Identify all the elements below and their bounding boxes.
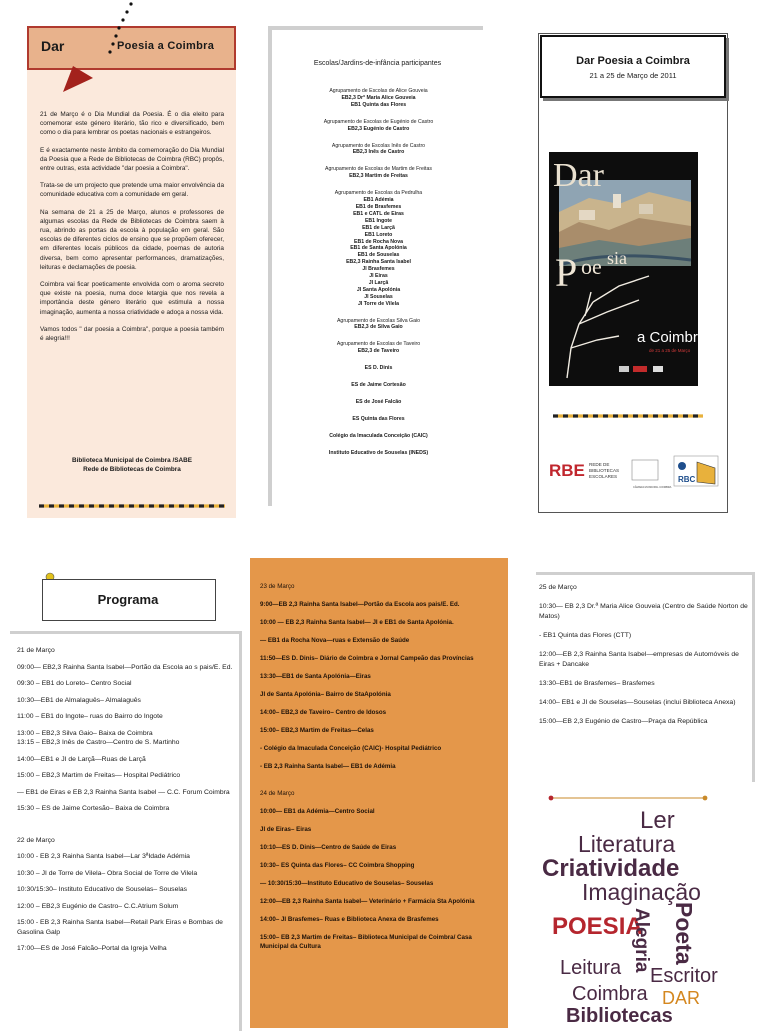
schedule-item: — EB1 da Rocha Nova—ruas e Extensão de Saúde	[260, 637, 410, 644]
cloud-word: Escritor	[650, 965, 718, 987]
intro-paragraph: E é exactamente neste âmbito da comemoração do Dia Mundial da Poesia que a Rede de Bibliotecas de Coimbra (RBC) propôs, entre outras, esta actividade "dar poesia a Coimbra".	[40, 146, 224, 173]
school-group-heading: Agrupamento de Escolas Silva Gaio	[336, 317, 421, 324]
schedule-item: 10:30 – JI de Torre de Vilela– Obra Social de Torre de Vilela	[17, 869, 198, 877]
school-item: EB1 de Brasfemes	[355, 203, 402, 210]
school-item: EB1 e CATL de Eiras	[353, 210, 404, 217]
program-panel-day-25	[536, 572, 755, 782]
schools-panel	[268, 26, 483, 506]
school-item: EB2,3 de Taveiro	[357, 348, 400, 355]
cloud-word: Imaginação	[582, 879, 701, 905]
school-item: JI Eiras	[369, 273, 388, 280]
school-item: EB1 de Rocha Nova	[353, 238, 403, 245]
school-item: EB1 Ingote	[364, 217, 393, 224]
intro-signature	[40, 456, 224, 474]
word-cloud	[540, 806, 750, 1027]
school-item: EB1 de Souselas	[357, 252, 400, 259]
school-item: JI Larçã	[368, 279, 389, 286]
program-list	[260, 582, 500, 960]
cm-logo-text: CÂMARA MUNICIPAL COIMBRA	[633, 486, 672, 489]
cm-logo	[632, 460, 658, 480]
program-panel-day-21-22	[10, 631, 242, 1031]
school-item: EB2,3 Martim de Freitas	[349, 173, 408, 180]
intro-panel	[27, 26, 236, 518]
school-item: EB1 Loreto	[364, 231, 393, 238]
poster-letters-dar: Dar	[553, 157, 604, 194]
schedule-item: 17:00—ES de José Falcão–Portal da Igreja Velha	[17, 945, 167, 952]
schedule-item: 10:30— EB 2,3 Dr.ª Maria Alice Gouveia (Centro de Saúde Norton de Matos)	[539, 603, 748, 620]
school-group	[276, 416, 481, 423]
school-item: Colégio da Imaculada Conceição (CAIC)	[329, 432, 428, 439]
school-item: ES de José Falcão	[355, 399, 402, 405]
day-items	[17, 663, 239, 814]
school-group	[276, 88, 481, 109]
intro-paragraph: Coimbra vai ficar poeticamente envolvida com o aroma secreto que existe na poesia, numa doce letargia que nos revela a importância deste género literário que estimula a nossa imaginação, aumenta a nossa criatividade e adoça a nossa vida.	[40, 281, 224, 316]
intro-title-word-dar: Dar	[41, 38, 65, 54]
schedule-item: 14:00– EB2,3 de Taveiro– Centro de Idosos	[260, 709, 387, 716]
school-item: EB1 Adémia	[363, 197, 394, 204]
schools-title: Escolas/Jardins-de-infância participantes	[313, 60, 442, 67]
schedule-item: 10:30– ES Quinta das Flores– CC Coimbra Shopping	[260, 862, 415, 869]
schools-list	[276, 88, 481, 467]
partner-logos	[549, 452, 719, 492]
day-items	[260, 600, 500, 771]
cloud-word: Coimbra	[572, 983, 648, 1005]
school-group	[276, 365, 481, 372]
schedule-item: - Colégio da Imaculada Conceição (CAIC)- Hospital Pediátrico	[260, 745, 442, 752]
cover-panel	[538, 33, 728, 513]
program-heading-box	[42, 579, 216, 621]
signature-line: Biblioteca Municipal de Coimbra /SABE	[71, 457, 193, 464]
schedule-item: 10:00— EB1 da Adémia—Centro Social	[260, 808, 375, 815]
rbc-logo: RBC	[678, 475, 696, 484]
school-item: ES Quinta das Flores	[352, 415, 405, 422]
school-group	[276, 318, 481, 332]
cloud-word: Leitura	[560, 957, 622, 979]
cloud-word: POESIA	[552, 913, 643, 940]
rbe-logo-text: REDE DE	[589, 462, 610, 467]
signature-line: Rede de Bibliotecas de Coimbra	[83, 466, 181, 473]
school-group	[276, 450, 481, 457]
schedule-item: 11:00 – EB1 do Ingote– ruas do Bairro do Ingote	[17, 713, 163, 720]
rbe-logo: RBE	[549, 461, 585, 480]
school-item: ES D. Dinis	[364, 365, 393, 372]
schedule-item: 15:00– EB2,3 Martim de Freitas—Celas	[260, 727, 374, 734]
school-group	[276, 399, 481, 406]
school-group-heading: Agrupamento de Escolas de Martim de Freitas	[325, 166, 432, 173]
cloud-word: Ler	[640, 807, 675, 834]
program-list	[17, 642, 239, 961]
cover-title-box	[540, 35, 726, 98]
poster-image	[549, 152, 707, 386]
cover-date: 21 a 25 de Março de 2011	[589, 71, 677, 80]
schedule-item: 12:00 – EB2,3 Eugénio de Castro– C.C.Atrium Solum	[17, 902, 179, 910]
school-item: EB2,3 Drª Maria Alice Gouveia	[341, 94, 416, 101]
poster-subdate: de 21 a 25 de Março	[649, 348, 691, 353]
school-item: Instituto Educativo de Souselas (INEDS)	[328, 449, 429, 456]
schedule-item: 09:00— EB2,3 Rainha Santa Isabel—Portão da Escola ao s pais/E. Ed.	[17, 663, 233, 671]
school-item: JI Brasfemes	[362, 266, 395, 273]
schedule-item: — EB1 de Eiras e EB 2,3 Rainha Santa Isabel — C.C. Forum Coimbra	[17, 788, 230, 796]
day-heading: 23 de Março	[260, 583, 295, 590]
school-item: EB2,3 de Silva Gaio	[354, 324, 403, 331]
intro-title-word-poesia: Poesia a Coimbra	[117, 40, 215, 52]
school-group	[276, 166, 481, 180]
cover-title: Dar Poesia a Coimbra	[576, 55, 690, 67]
poster-letters-sia: sia	[607, 248, 627, 268]
cloud-word: Alegria	[631, 908, 652, 973]
school-group	[276, 433, 481, 440]
school-item: EB2,3 Rainha Santa Isabel	[346, 259, 411, 266]
schedule-item: JI de Eiras– Eiras	[260, 826, 312, 833]
school-item: EB1 Quinta das Flores	[350, 101, 407, 108]
rbc-logo-mark	[678, 462, 686, 470]
school-group-heading: Agrupamento de Escolas da Pedrulha	[334, 190, 423, 197]
intro-paragraph: Trata-se de um projecto que pretende uma maior envolvência da comunidade educativa com a comunidade em geral.	[40, 182, 224, 199]
school-group-heading: Agrupamento de Escolas de Taveiro	[336, 341, 421, 348]
schedule-item: 11:50—ES D. Dinis– Diário de Coimbra e Jornal Campeão das Províncias	[260, 655, 474, 662]
program-list	[539, 583, 751, 736]
schedule-item: 13:00 – EB2,3 Silva Gaio– Baixa de Coimbra 13:15 – EB2,3 Inês de Castro—Centro de S. Martinho	[17, 729, 180, 746]
poster-letter-p: P	[555, 250, 578, 295]
intro-text	[40, 110, 224, 351]
schedule-item: 14:00– JI Brasfemes– Ruas e Biblioteca Anexa de Brasfemes	[260, 916, 439, 923]
schedule-item: 10:10—ES D. Dinis—Centro de Saúde de Eiras	[260, 844, 397, 851]
poster-letters-oe: oe	[581, 254, 602, 279]
poster-subtitle: a Coimbra	[637, 329, 707, 346]
day-items	[539, 602, 751, 727]
zigzag-divider	[39, 502, 225, 510]
cloud-word: Literatura	[578, 831, 676, 857]
day-heading: 21 de Março	[17, 647, 55, 654]
day-items	[17, 852, 239, 954]
cloud-word: Bibliotecas	[566, 1005, 673, 1027]
cloud-word: Criatividade	[542, 855, 680, 882]
schedule-item: JI de Santa Apolónia– Bairro de StaApolónia	[260, 691, 391, 698]
rbe-logo-text: ESCOLARES	[589, 474, 618, 479]
schedule-item: — 10:30/15:30—Instituto Educativo de Souselas– Souselas	[260, 880, 434, 887]
schedule-item: 15:30 – ES de Jaime Cortesão– Baixa de Coimbra	[17, 805, 170, 812]
school-group	[276, 341, 481, 355]
intro-paragraph: Vamos todos " dar poesia a Coimbra", porque a poesia também é alegria!!!	[40, 325, 224, 343]
schedule-item: 15:00– EB 2,3 Martim de Freitas– Biblioteca Municipal de Coimbra/ Casa Municipal da Cultura	[260, 934, 472, 950]
school-group	[276, 190, 481, 307]
school-item: JI Santa Apolónia	[356, 286, 401, 293]
schedule-item: - EB1 Quinta das Flores (CTT)	[539, 632, 632, 639]
school-group	[276, 382, 481, 389]
school-item: EB1 de Larçã	[362, 224, 395, 231]
schedule-item: 12:00—EB 2,3 Rainha Santa Isabel—empresas de Automóveis de Eiras + Dancake	[539, 651, 739, 668]
school-group-heading: Agrupamento de Escolas Inês de Castro	[331, 142, 426, 149]
day-heading: 24 de Março	[260, 790, 295, 797]
school-item: EB1 de Santa Apolónia	[350, 245, 407, 252]
schedule-item: - EB 2,3 Rainha Santa Isabel— EB1 de Adémia	[260, 763, 396, 770]
schedule-item: 10:00 — EB 2,3 Rainha Santa Isabel— JI e EB1 de Santa Apolónia.	[260, 619, 454, 626]
school-group	[276, 119, 481, 133]
day-heading: 25 de Março	[539, 584, 577, 591]
rbe-logo-text: BIBLIOTECAS	[589, 468, 620, 473]
schedule-item: 13:30–EB1 de Brasfemes– Brasfemes	[539, 680, 655, 687]
schedule-item: 9:00—EB 2,3 Rainha Santa Isabel—Portão da Escola aos pais/E. Ed.	[260, 601, 460, 608]
school-item: JI Souselas	[364, 293, 393, 300]
zigzag-divider	[553, 412, 703, 420]
intro-paragraph: Na semana de 21 a 25 de Março, alunos e professores de algumas escolas da Rede de Bibliotecas de Coimbra saem à rua, abrindo as portas da escola à população em geral. São escolas de diferentes ciclos de ensino que se propõem oferecer, em diferentes locais públicos da cidade, poemas de autoria diversa, bem como apresentar performances, dramatizações, leituras e declamações de poesia.	[40, 208, 224, 271]
schedule-item: 14:00– EB1 e JI de Souselas—Souselas (inclui Biblioteca Anexa)	[539, 699, 736, 706]
cloud-word: Poeta	[671, 902, 697, 965]
program-heading: Programa	[97, 592, 159, 607]
day-items	[260, 807, 500, 951]
schedule-item: 10:00 - EB 2,3 Rainha Santa Isabel—Lar 3ªIdade Adémia	[17, 853, 190, 860]
schedule-item: 09:30 – EB1 do Loreto– Centro Social	[17, 680, 132, 687]
school-group	[276, 143, 481, 157]
red-arrow-icon	[61, 60, 95, 94]
schedule-item: 10:30—EB1 de Almalaguês– Almalaguês	[17, 696, 141, 704]
schedule-item: 12:00—EB 2,3 Rainha Santa Isabel— Veterinário + Farmácia Sta Apolónia	[260, 898, 475, 905]
school-item: EB2,3 Eugénio de Castro	[347, 125, 410, 132]
school-item: EB2,3 Inês de Castro	[352, 149, 405, 156]
schedule-item: 13:30—EB1 de Santa Apolónia—Eiras	[260, 673, 371, 680]
day-heading: 22 de Março	[17, 836, 55, 844]
cloud-word: DAR	[662, 988, 701, 1008]
school-group-heading: Agrupamento de Escolas de Alice Gouveia	[329, 88, 428, 94]
school-group-heading: Agrupamento de Escolas de Eugénio de Castro	[323, 118, 434, 125]
program-panel-day-23-24	[250, 558, 508, 1028]
school-item: JI Torre de Vilela	[357, 300, 400, 307]
dotted-separator	[548, 795, 708, 801]
schedule-item: 15:00 – EB2,3 Martim de Freitas— Hospital Pediátrico	[17, 772, 181, 779]
schedule-item: 14:00—EB1 e JI de Larçã—Ruas de Larçã	[17, 755, 146, 763]
schedule-item: 15:00—EB 2,3 Eugénio de Castro—Praça da República	[539, 718, 708, 725]
schedule-item: 10:30/15:30– Instituto Educativo de Souselas– Souselas	[17, 886, 188, 893]
school-item: ES de Jaime Cortesão	[351, 382, 406, 389]
schedule-item: 15:00 - EB 2,3 Rainha Santa Isabel—Retail Park Eiras e Bombas de Gasolina Galp	[17, 919, 223, 936]
dotted-trail-decoration	[83, 0, 143, 60]
intro-paragraph: 21 de Março é o Dia Mundial da Poesia. É o dia eleito para comemorar este género literário, tão rico e diversificado, bem como o dia para lembrar os poetas nacionais e estrangeiros.	[40, 111, 224, 137]
